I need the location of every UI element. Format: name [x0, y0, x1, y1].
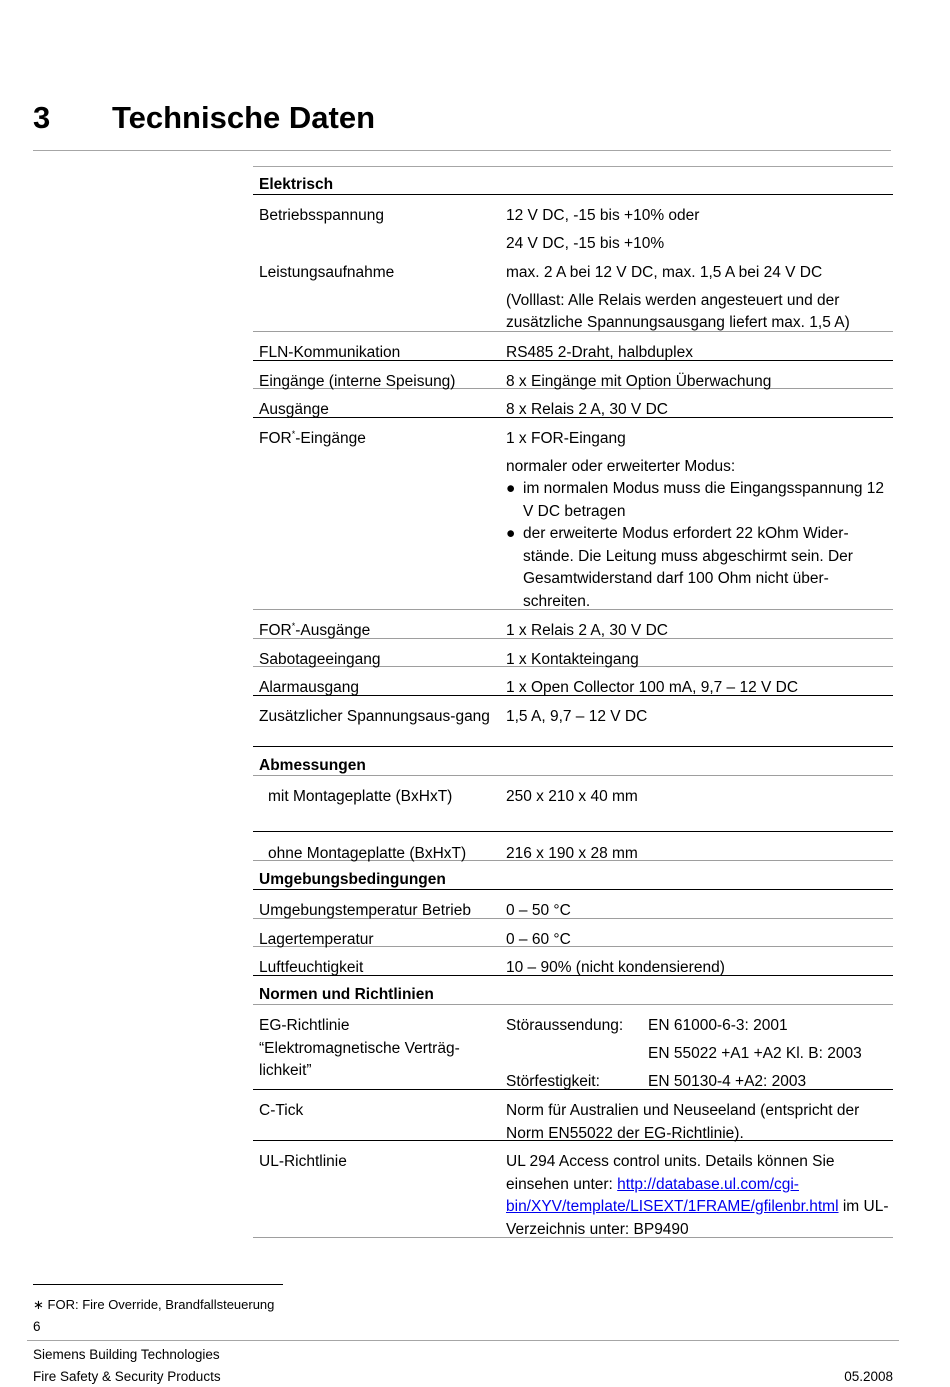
row-value: 1 x Open Collector 100 mA, 9,7 – 12 V DC: [506, 679, 799, 696]
table-row-c-tick: [253, 1090, 893, 1141]
mode-list: [506, 478, 891, 613]
table-row-zusatz: [253, 696, 893, 747]
footnote-divider: [33, 1284, 283, 1285]
section-label: Elektrisch: [259, 176, 334, 193]
row-label: Ausgänge: [259, 401, 329, 418]
row-value: 8 x Relais 2 A, 30 V DC: [506, 401, 668, 418]
table-row-sabotage: [253, 639, 893, 667]
value-line: 1 x FOR-Eingang: [506, 430, 626, 447]
value-line: 24 V DC, -15 bis +10%: [506, 234, 665, 252]
table-row-fln: [253, 332, 893, 361]
table-row-alarm: [253, 667, 893, 696]
row-label: Betriebsspannung: [259, 207, 384, 224]
page-number: 6: [33, 1319, 41, 1334]
row-value: 1 x Kontakteingang: [506, 651, 639, 668]
row-label: Lagertemperatur: [259, 931, 374, 948]
table-row-for-eingaenge: [253, 418, 893, 610]
list-item: ● der erweiterte Modus erfordert 22 kOhm Wider-stände. Die Leitung muss abgeschirmt sein. Der Gesamtwiderstand darf 100 Ohm nicht über-schreiten.: [506, 525, 853, 610]
row-value: [506, 428, 891, 613]
row-label: ohne Montageplatte (BxHxT): [268, 845, 467, 862]
footer-date: 05.2008: [844, 1369, 893, 1384]
chapter-title: Technische Daten: [112, 100, 376, 135]
footnote: ∗ FOR: Fire Override, Brandfallsteuerung: [33, 1297, 275, 1312]
row-label: FOR*-Eingänge: [259, 429, 366, 447]
table-row-ohne-montageplatte: [253, 833, 893, 861]
value-line: (Volllast: Alle Relais werden angesteuert und der zusätzliche Spannungsausgang liefert max. 1,5 A): [506, 291, 850, 331]
footer-divider: [27, 1340, 899, 1341]
row-value: 1 x Relais 2 A, 30 V DC: [506, 622, 668, 639]
norm-standard: EN 50130-4 +A2: 2003: [648, 1073, 807, 1090]
table-row-eingaenge: [253, 361, 893, 389]
section-row-abmessungen: [253, 747, 893, 776]
table-row-betriebsspannung-cells: [253, 195, 893, 252]
row-value: [506, 262, 891, 335]
value-line: 12 V DC, -15 bis +10% oder: [506, 207, 700, 224]
value-line: normaler oder erweiterter Modus:: [506, 457, 736, 475]
footer-division: Fire Safety & Security Products: [33, 1369, 221, 1384]
row-value: UL 294 Access control units. Details können Sie einsehen unter: http://database.ul.com/cgi-bin/XYV/template/LISEXT/1FRAME/gfilenbr.html im UL-Verzeichnis unter: BP9490: [506, 1153, 889, 1238]
table-row-eg-richtlinie: [253, 1005, 893, 1090]
row-label: UL-Richtlinie: [259, 1153, 347, 1170]
table-row-luftfeuchtigkeit: [253, 947, 893, 976]
row-label: Leistungsaufnahme: [259, 264, 395, 281]
row-value: 216 x 190 x 28 mm: [506, 845, 638, 862]
section-row-normen: [253, 976, 893, 1005]
ul-database-link[interactable]: http://database.ul.com/cgi-bin/XYV/template/LISEXT/1FRAME/gfilenbr.html: [506, 1175, 839, 1215]
row-label: Eingänge (interne Speisung): [259, 373, 456, 390]
row-label: FOR*-Ausgänge: [259, 621, 371, 639]
section-label: Abmessungen: [259, 757, 366, 774]
table-row-for-ausgaenge: [253, 610, 893, 639]
row-label: Umgebungstemperatur Betrieb: [259, 902, 471, 919]
table-row-mit-montageplatte: [253, 776, 893, 832]
row-value: RS485 2-Draht, halbduplex: [506, 344, 693, 361]
row-label: Luftfeuchtigkeit: [259, 959, 364, 976]
row-label: Zusätzlicher Spannungsaus-gang: [259, 708, 490, 725]
list-item: ● im normalen Modus muss die Eingangsspannung 12 V DC betragen: [506, 480, 885, 520]
row-value: 0 – 50 °C: [506, 902, 571, 919]
footnote-marker: ∗: [33, 1297, 44, 1312]
table-row-ul-richtlinie: [253, 1141, 893, 1238]
table-row-leistungsaufnahme: [253, 252, 893, 331]
norm-standard: EN 61000-6-3: 2001: [648, 1017, 788, 1034]
section-label: Umgebungsbedingungen: [259, 871, 446, 888]
footer-company: Siemens Building Technologies: [33, 1347, 220, 1362]
table-row-lagertemperatur: [253, 919, 893, 947]
norm-category: Störfestigkeit:: [506, 1073, 600, 1090]
norm-category: Störaussendung:: [506, 1017, 624, 1034]
chapter-number: 3: [33, 100, 51, 135]
row-value: [506, 205, 891, 255]
value-line: max. 2 A bei 12 V DC, max. 1,5 A bei 24 V DC: [506, 264, 823, 281]
section-row-umgebung: [253, 861, 893, 890]
section-label: Normen und Richtlinien: [259, 986, 434, 1003]
table-row-ausgaenge: [253, 389, 893, 418]
row-value: Norm für Australien und Neuseeland (entspricht der Norm EN55022 der EG-Richtlinie).: [506, 1102, 860, 1142]
row-label: Sabotageeingang: [259, 651, 381, 668]
row-label: FLN-Kommunikation: [259, 344, 401, 361]
norm-standard: EN 55022 +A1 +A2 Kl. B: 2003: [648, 1045, 862, 1062]
table-row-temp-betrieb: [253, 890, 893, 919]
row-label: C-Tick: [259, 1102, 304, 1119]
section-row-elektrisch: [253, 166, 893, 195]
row-value: 8 x Eingänge mit Option Überwachung: [506, 373, 772, 390]
row-label: EG-Richtlinie “Elektromagnetische Verträg-lichkeit”: [259, 1017, 460, 1079]
row-value: 0 – 60 °C: [506, 931, 571, 948]
row-value: 250 x 210 x 40 mm: [506, 788, 638, 805]
heading-divider: [33, 150, 891, 151]
row-value: 1,5 A, 9,7 – 12 V DC: [506, 708, 648, 725]
row-label: mit Montageplatte (BxHxT): [268, 788, 453, 805]
bullet-icon: ●: [506, 525, 516, 542]
row-label: Alarmausgang: [259, 679, 359, 696]
bullet-icon: ●: [506, 480, 516, 497]
row-value: 10 – 90% (nicht kondensierend): [506, 959, 725, 976]
